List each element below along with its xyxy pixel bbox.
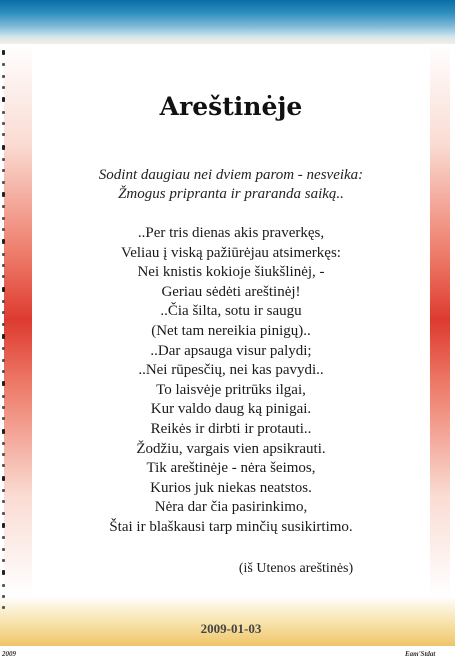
margin-tick [2, 512, 5, 515]
margin-tick [2, 311, 5, 314]
margin-tick [2, 217, 5, 220]
margin-tick [2, 97, 5, 102]
margin-tick [2, 239, 5, 244]
poem-line: Štai ir blaškausi tarp minčių susikirtimo. [109, 518, 353, 535]
margin-tick [2, 347, 5, 350]
poem-line: Kurios juk niekas neatstos. [150, 479, 312, 496]
margin-tick [2, 523, 5, 528]
left-margin-ticks [0, 50, 6, 610]
margin-tick [2, 122, 5, 125]
poem-date: 2009-01-03 [200, 621, 262, 636]
margin-tick [2, 606, 5, 609]
poem-line: Veliau į viską pažiūrėjau atsimerkęs: [121, 244, 341, 261]
margin-tick [2, 111, 5, 114]
poem-line: Reikės ir dirbti ir protauti.. [150, 420, 312, 437]
poem-line: ..Dar apsauga visur palydi; [150, 342, 312, 359]
margin-tick [2, 359, 5, 362]
margin-tick [2, 334, 5, 339]
margin-tick [2, 181, 5, 184]
margin-tick [2, 63, 5, 66]
epigraph-line: Sodint daugiau nei dviem parom - nesveika: [98, 167, 364, 183]
poem-line: Žodžiu, vargais vien apsikrauti. [136, 440, 326, 457]
margin-tick [2, 370, 5, 373]
margin-tick [2, 500, 5, 503]
margin-tick [2, 323, 5, 326]
footer-left-text: 2009 [2, 650, 16, 658]
margin-tick [2, 228, 5, 231]
poem-line: ..Čia šilta, sotu ir saugu [160, 303, 302, 320]
margin-tick [2, 476, 5, 481]
poem-line: Nėra dar čia pasirinkimo, [154, 499, 308, 516]
margin-tick [2, 133, 5, 136]
margin-tick [2, 86, 5, 89]
left-decorative-stripe [4, 44, 32, 596]
margin-tick [2, 453, 5, 456]
margin-tick [2, 536, 5, 539]
epigraph [32, 166, 430, 204]
margin-tick [2, 145, 5, 150]
epigraph-line: Žmogus pripranta ir praranda saiką.. [118, 186, 344, 202]
margin-tick [2, 595, 5, 598]
margin-tick [2, 75, 5, 78]
header-band [0, 0, 455, 44]
poem-line: To laisvėje pritrūks ilgai, [156, 381, 306, 398]
poem-line: Tik areštinėje - nėra šeimos, [146, 460, 316, 477]
margin-tick [2, 381, 5, 386]
margin-tick [2, 570, 5, 575]
poem-line: ..Nei rūpesčių, nei kas pavydi.. [138, 362, 324, 379]
poem-line: (Net tam nereikia pinigų).. [151, 322, 311, 339]
margin-tick [2, 300, 5, 303]
margin-tick [2, 287, 5, 292]
footer-strip [0, 646, 455, 660]
margin-tick [2, 264, 5, 267]
right-decorative-stripe [430, 44, 450, 596]
margin-tick [2, 406, 5, 409]
poem-line: Geriau sėdėti areštinėj! [161, 283, 301, 300]
margin-tick [2, 429, 5, 434]
poem-body [32, 224, 430, 538]
margin-tick [2, 584, 5, 587]
margin-tick [2, 442, 5, 445]
margin-tick [2, 464, 5, 467]
margin-tick [2, 205, 5, 208]
poem-title: Areštinėje [159, 92, 303, 121]
margin-tick [2, 417, 5, 420]
margin-tick [2, 50, 5, 55]
margin-tick [2, 548, 5, 551]
poem-line: Kur valdo daug ką pinigai. [150, 401, 312, 418]
poem-source: (iš Utenos areštinės) [238, 561, 354, 576]
margin-tick [2, 192, 5, 197]
margin-tick [2, 559, 5, 562]
margin-tick [2, 395, 5, 398]
margin-tick [2, 169, 5, 172]
poem-line: ..Per tris dienas akis praverkęs, [137, 225, 325, 241]
footer-right-text: Eam'Stdat [405, 650, 436, 658]
margin-tick [2, 158, 5, 161]
poem-line: Nei knistis kokioje šiukšlinėj, - [137, 264, 325, 281]
margin-tick [2, 275, 5, 278]
margin-tick [2, 253, 5, 256]
margin-tick [2, 489, 5, 492]
